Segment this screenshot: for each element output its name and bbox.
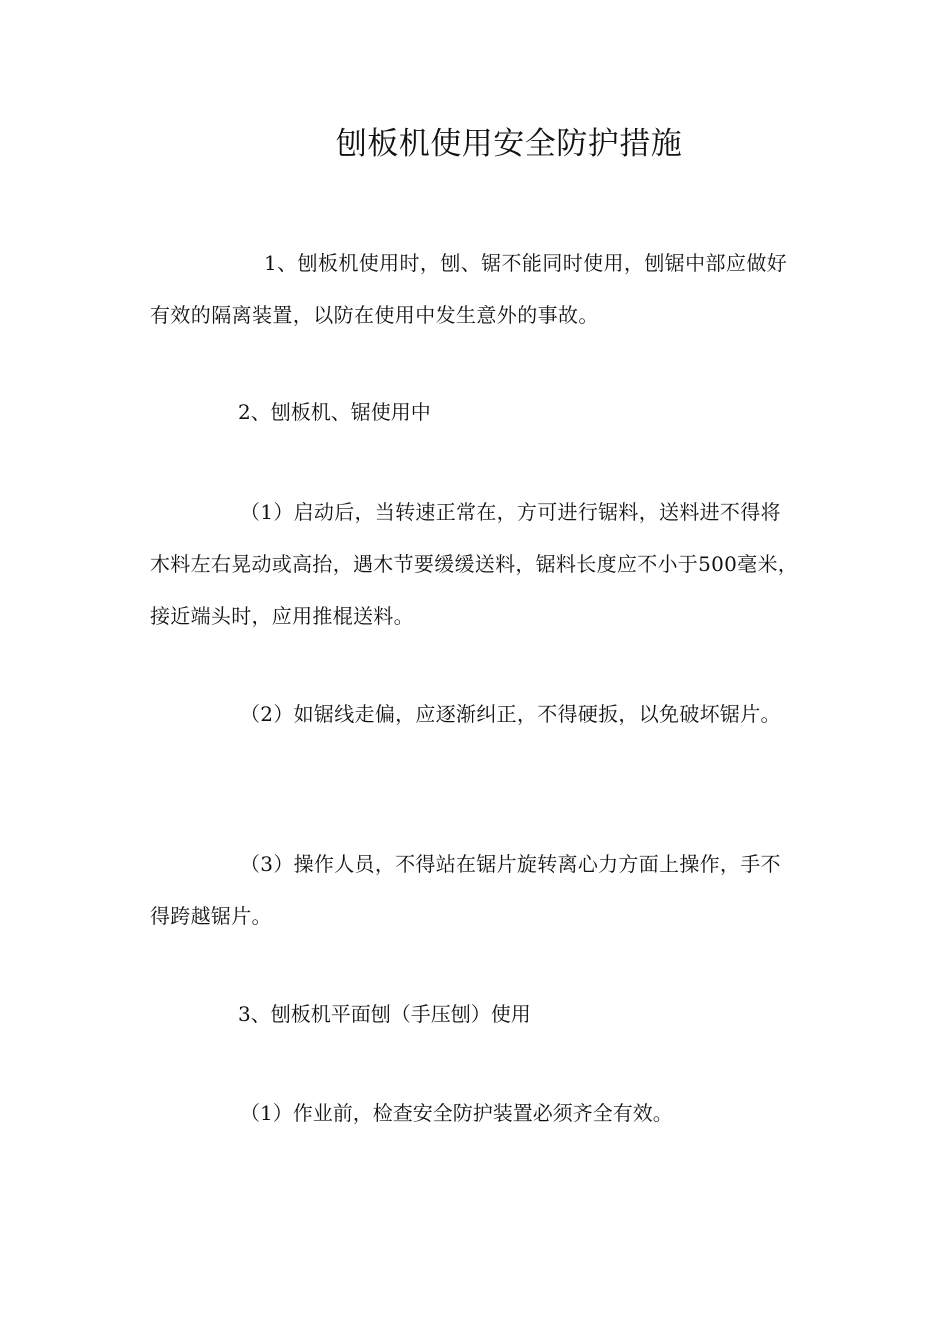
paragraph-7: （1）作业前，检查安全防护装置必须齐全有效。 [240, 1101, 673, 1125]
paragraph-5: （3）操作人员，不得站在锯片旋转离心力方面上操作，手不得跨越锯片。 [150, 852, 781, 928]
paragraph-3: （1）启动后，当转速正常在，方可进行锯料，送料进不得将木料左右晃动或高抬，遇木节要缓缓送料，锯料长度应不小于500毫米，接近端头时，应用推棍送料。 [150, 500, 799, 628]
paragraph-2: 2、刨板机、锯使用中 [238, 400, 431, 424]
document-title: 刨板机使用安全防护措施 [335, 126, 683, 162]
paragraph-6: 3、刨板机平面刨（手压刨）使用 [238, 1002, 531, 1026]
paragraph-4: （2）如锯线走偏，应逐渐纠正，不得硬扳，以免破坏锯片。 [240, 702, 781, 726]
paragraph-1: 1、刨板机使用时，刨、锯不能同时使用，刨锯中部应做好有效的隔离装置，以防在使用中发生意外的事故。 [150, 251, 788, 327]
